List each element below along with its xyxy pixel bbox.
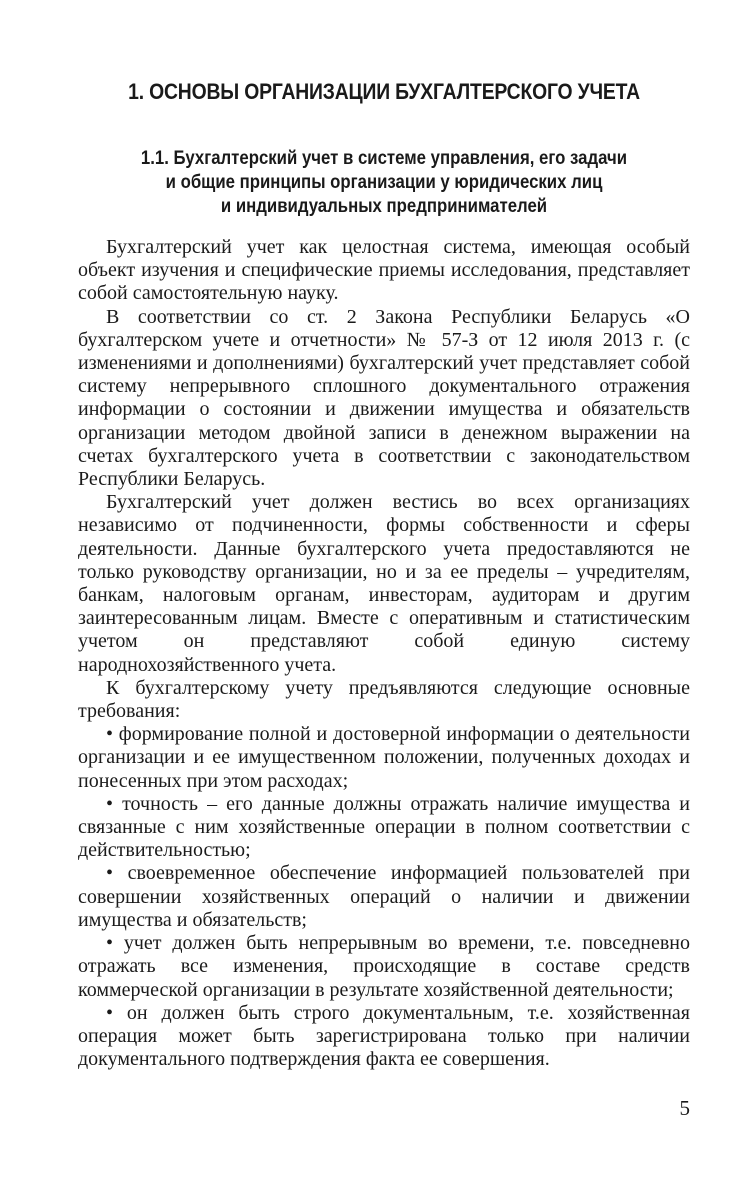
book-page: [78, 0, 690, 1182]
paragraph: Бухгалтерский учет как целостная система, имеющая особый объект изучения и специфические приемы исследования, представляет собой самостоятельную науку.: [78, 236, 690, 305]
section-title-line: и индивидуальных предпринимателей: [220, 195, 548, 217]
requirement-item: • учет должен быть непрерывным во времени, т.е. повседневно отражать все изменения, происходящие в составе средств коммерческой организации в результате хозяйственной деятельности;: [78, 932, 690, 1001]
section-title: [78, 146, 690, 218]
section-title-line: и общие принципы организации у юридических лиц: [165, 171, 603, 193]
chapter-title: 1. ОСНОВЫ ОРГАНИЗАЦИИ БУХГАЛТЕРСКОГО УЧЕТА: [128, 79, 640, 104]
paragraph: В соответствии со ст. 2 Закона Республики Беларусь «О бухгалтерском учете и отчетности» № 57-З от 12 июля 2013 г. (с изменениями и дополнениями) бухгалтерский учет представляет собой систему непрерывного сплошного документального отражения информации о состоянии и движении имущества и обязательств организации методом двойной записи в денежном выражении на счетах бухгалтерского учета в соответствии с законодательством Республики Беларусь.: [78, 305, 690, 491]
page-number: 5: [679, 1096, 690, 1120]
section-title-line: 1.1. Бухгалтерский учет в системе управления, его задачи: [140, 147, 628, 169]
paragraph: К бухгалтерскому учету предъявляются следующие основные требования:: [78, 676, 690, 723]
requirement-item: • точность – его данные должны отражать наличие имущества и связанные с ним хозяйственные операции в полном соответствии с действительностью;: [78, 792, 690, 862]
paragraph: Бухгалтерский учет должен вестись во всех организациях независимо от подчиненности, формы собственности и сферы деятельности. Данные бухгалтерского учета предоставляются не только руководству организации, но и за ее пределы – учредителям, банкам, налоговым органам, инвесторам, аудиторам и другим заинтересованным лицам. Вместе с оперативным и статистическим учетом он представляют собой единую систему народнохозяйственного учета.: [78, 491, 690, 676]
requirement-item: • формирование полной и достоверной информации о деятельности организации и ее имущественном положении, полученных доходах и понесенных при этом расходах;: [78, 723, 690, 792]
requirement-item: • своевременное обеспечение информацией пользователей при совершении хозяйственных операций о наличии и движении имущества и обязательств;: [78, 862, 690, 931]
requirement-item: • он должен быть строго документальным, т.е. хозяйственная операция может быть зарегистрирована только при наличии документального подтверждения факта ее совершения.: [78, 1001, 690, 1071]
body-text: [78, 236, 690, 1071]
